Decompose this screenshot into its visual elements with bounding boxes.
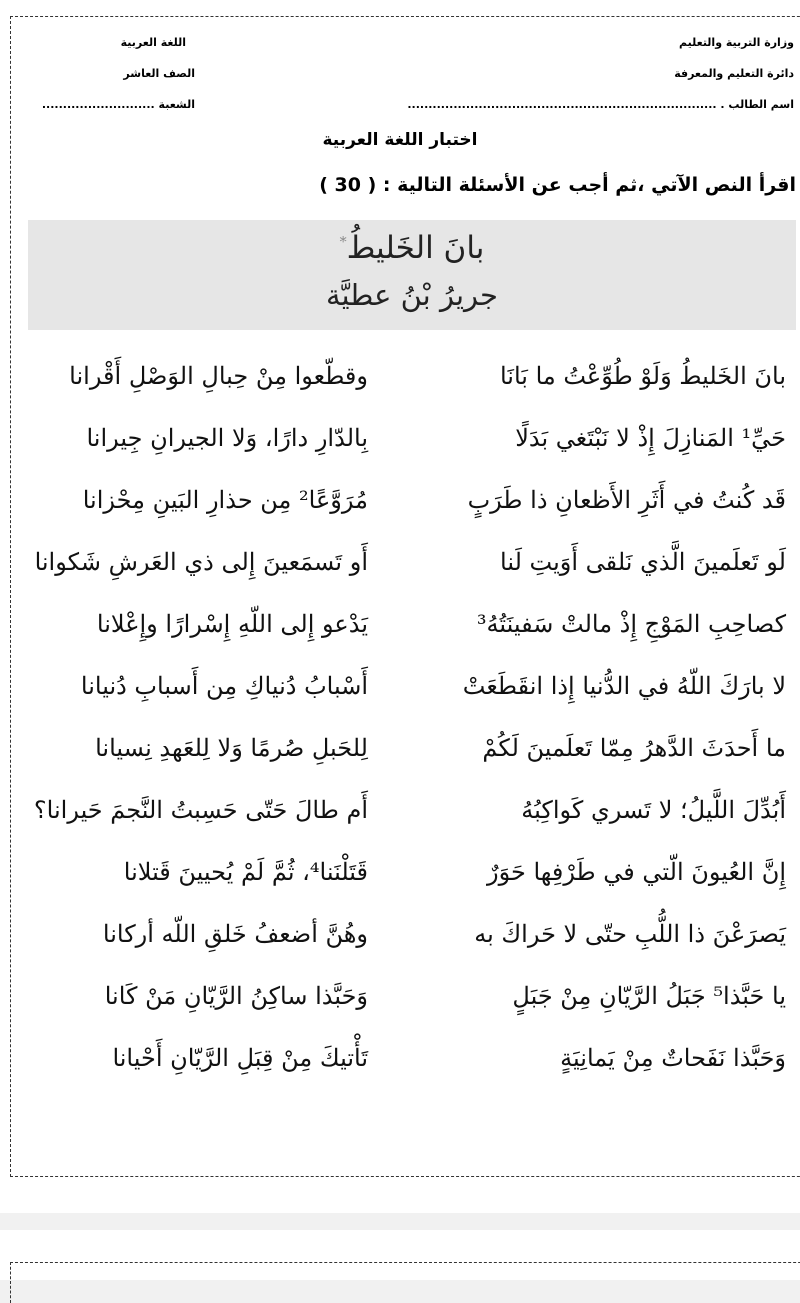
- verse-row: [0, 362, 800, 424]
- verse-first-hemistich: قَد كُنتُ في أَثَرِ الأَظعانِ ذا طَرَبٍ: [467, 486, 786, 514]
- verse-second-hemistich: أَو تَسمَعينَ إِلى ذي العَرشِ شَكوانا: [34, 548, 368, 576]
- verse-row: [0, 1044, 800, 1106]
- verse-first-hemistich: بانَ الخَليطُ وَلَوْ طُوِّعْتُ ما بَانَا: [499, 362, 786, 390]
- verse-first-hemistich: ما أَحدَثَ الدَّهرُ مِمّا تَعلَمينَ لَكُمْ: [482, 734, 786, 762]
- verse-row: [0, 672, 800, 734]
- verse-row: [0, 796, 800, 858]
- verse-second-hemistich: مُرَوَّعًا² مِن حذارِ البَينِ مِحْزانا: [82, 486, 368, 514]
- verse-first-hemistich: كصاحِبِ المَوْجِ إِذْ مالتْ سَفينَتُهُ³: [476, 610, 786, 638]
- verse-second-hemistich: تَأْتيكَ مِنْ قِبَلِ الرَّيّانِ أَحْيانا: [112, 1044, 368, 1072]
- poem-banner: [28, 220, 796, 330]
- verse-first-hemistich: لا بارَكَ اللّهُ في الدُّنيا إِذا انقَطَعَتْ: [462, 672, 786, 700]
- ministry-label: وزارة التربية والتعليم: [679, 36, 794, 49]
- directorate-label: دائرة التعليم والمعرفة: [674, 67, 794, 80]
- exam-title: اختبار اللغة العربية: [322, 130, 478, 150]
- verse-row: [0, 610, 800, 672]
- poem-title-text: بانَ الخَليطُ: [346, 230, 485, 266]
- verse-second-hemistich: وقطّعوا مِنْ حِبالِ الوَصْلِ أَقْرانا: [69, 362, 368, 390]
- section-field: الشعبة ...........................: [41, 98, 195, 111]
- verse-second-hemistich: أَم طالَ حَتّى حَسِبتُ النَّجمَ حَيرانا؟: [33, 796, 368, 824]
- verse-second-hemistich: أَسْبابُ دُنياكِ مِن أَسبابِ دُنيانا: [80, 672, 368, 700]
- verse-second-hemistich: بِالدّارِ دارًا، وَلا الجيرانِ جِيرانا: [86, 424, 368, 452]
- verse-first-hemistich: وَحَبَّذا نَفَحاتٌ مِنْ يَمانِيَةٍ: [560, 1044, 786, 1072]
- verse-second-hemistich: قَتَلْنَنا⁴، ثُمَّ لَمْ يُحيينَ قَتلانا: [123, 858, 368, 886]
- verse-row: [0, 920, 800, 982]
- verse-second-hemistich: وهُنَّ أضعفُ خَلقِ اللّه أركانا: [102, 920, 368, 948]
- verse-second-hemistich: يَدْعو إِلى اللّهِ إِسْرارًا وإِعْلانا: [96, 610, 368, 638]
- verse-first-hemistich: حَيِّ¹ المَنازِلَ إِذْ لا نَبْتَغي بَدَلًا: [515, 424, 786, 452]
- grade-label: الصف العاشر: [123, 67, 195, 80]
- student-name-field: اسم الطالب . ..........................................................................: [407, 98, 794, 111]
- next-page-border: [10, 1262, 800, 1303]
- exam-instruction: اقرأ النص الآتي ،ثم أجب عن الأسئلة التالية : ( 30 ): [319, 174, 796, 196]
- poet-name: جريرُ بْنُ عطيَّة: [326, 278, 498, 312]
- verse-first-hemistich: إِنَّ العُيونَ الّتي في طَرْفِها حَوَرٌ: [487, 858, 786, 886]
- verse-first-hemistich: يَصرَعْنَ ذا اللُّبِ حتّى لا حَراكَ به: [474, 920, 786, 948]
- verse-row: [0, 734, 800, 796]
- poem-title: [28, 230, 796, 266]
- verse-row: [0, 982, 800, 1044]
- verse-second-hemistich: وَحَبَّذا ساكِنُ الرَّيّانِ مَنْ كَانا: [104, 982, 368, 1010]
- verse-first-hemistich: يا حَبَّذا⁵ جَبَلُ الرَّيّانِ مِنْ جَبَلٍ: [512, 982, 786, 1010]
- verse-row: [0, 486, 800, 548]
- footnote-mark: *: [339, 234, 347, 251]
- verse-first-hemistich: أَبُدِّلَ اللَّيلُ؛ لا تَسري كَواكِبُهُ: [521, 796, 786, 824]
- verse-row: [0, 858, 800, 920]
- verse-first-hemistich: لَو تَعلَمينَ الَّذي نَلقى أَوَيتِ لَنا: [500, 548, 786, 576]
- verse-row: [0, 424, 800, 486]
- verse-row: [0, 548, 800, 610]
- verse-second-hemistich: لِلحَبلِ صُرمًا وَلا لِلعَهدِ نِسيانا: [95, 734, 368, 762]
- subject-label: اللغة العربية: [120, 36, 186, 49]
